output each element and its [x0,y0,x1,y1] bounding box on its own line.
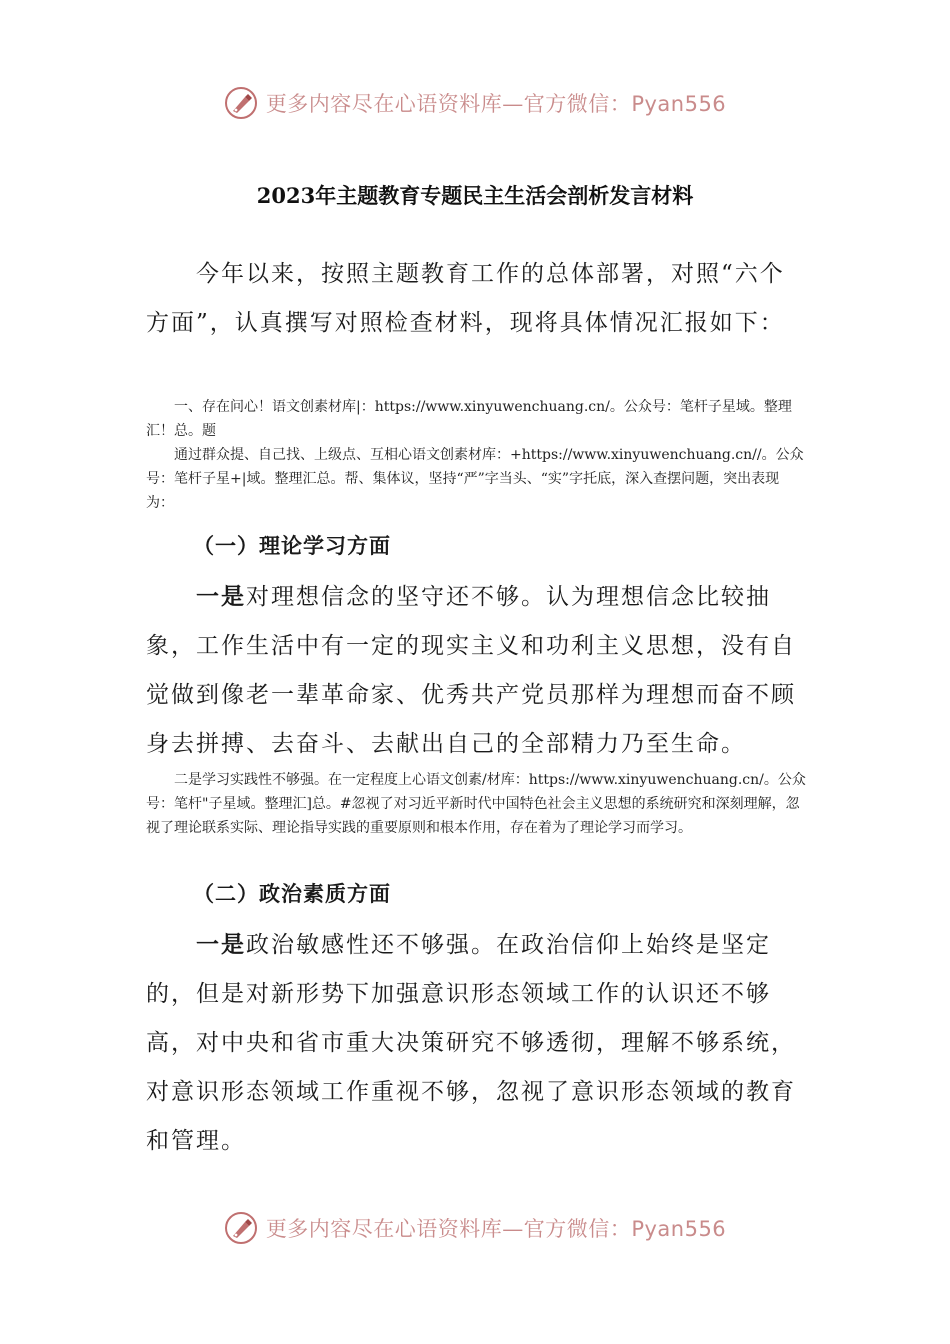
wechat-id: Pyan556 [631,1217,727,1241]
wechat-id: Pyan556 [631,92,727,116]
note-paragraph-3: 二是学习实践性不够强。在一定程度上心语文创素/材库：https://www.xinyuwenchuang.cn/。公众号：笔杆"子星域。整理汇]总。#忽视了对习近平新时代中国特色社会主义思想的系统研究和深刻理解，忽视了理论联系实际、理论指导实践的重要原则和根本作用，存在着为了理论学习而学习。 [146,772,806,836]
intro-paragraph: 今年以来，按照主题教育工作的总体部署，对照“六个方面”，认真撰写对照检查材料，现将具体情况汇报如下： [146,261,785,336]
watermark-banner-top [0,78,950,128]
watermark-banner-bottom [0,1203,950,1253]
section-heading-politics: （二）政治素质方面 [193,881,391,906]
point-lead: 一是 [196,931,246,958]
politics-point-1: 一是政治敏感性还不够强。在政治信仰上始终是坚定的，但是对新形势下加强意识形态领域工作的认识还不够高，对中央和省市重大决策研究不够透彻，理解不够系统，对意识形态领域工作重视不够，忽视了意识形态领域的教育和管理。 [146,931,796,1154]
note-paragraph-1: 一、存在问心！语文创素材库|：https://www.xinyuwenchuang.cn/。公众号：笔杆子星域。整理汇！总。题 [146,399,792,439]
pen-nib-logo-icon [224,1211,258,1245]
watermark-text: 更多内容尽在心语资料库—官方微信：Pyan556 [265,1217,727,1241]
theory-point-1: 一是对理想信念的坚守还不够。认为理想信念比较抽象，工作生活中有一定的现实主义和功利主义思想，没有自觉做到像老一辈革命家、优秀共产党员那样为理想而奋不顾身去拼搏、去奋斗、去献出自己的全部精力乃至生命。 [146,583,796,757]
section-heading-theory: （一）理论学习方面 [193,533,391,558]
pen-nib-logo-icon [224,86,258,120]
note-paragraph-2: 通过群众提、自己找、上级点、互相心语文创素材库：+https://www.xinyuwenchuang.cn//。公众号：笔杆子星+|域。整理汇总。帮、集体议，坚持“严”字当头、“实”字托底，深入查摆问题，突出表现为： [146,447,804,511]
document-title: 2023年主题教育专题民主生活会剖析发言材料 [256,183,694,208]
point-lead: 一是 [196,583,246,610]
watermark-text: 更多内容尽在心语资料库—官方微信：Pyan556 [265,92,727,116]
